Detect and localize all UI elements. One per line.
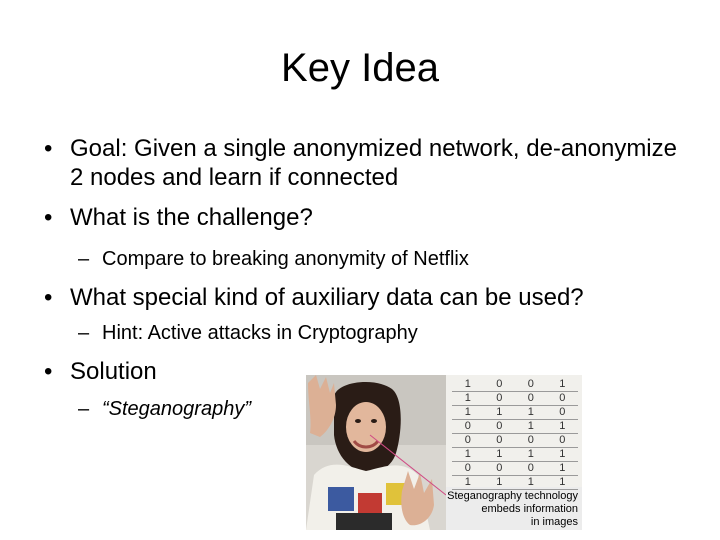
slide-title: Key Idea — [281, 46, 439, 90]
grid-cell: 1 — [515, 420, 547, 434]
bullet-text: What is the challenge? — [70, 204, 313, 231]
grid-row — [452, 462, 578, 476]
grid-cell: 0 — [547, 434, 579, 448]
grid-row — [452, 378, 578, 392]
bullet-text: Solution — [70, 358, 157, 385]
grid-cell: 0 — [515, 462, 547, 476]
grid-cell: 1 — [547, 476, 579, 490]
bullet-text: What special kind of auxiliary data can be used? — [70, 284, 584, 311]
grid-cell: 1 — [547, 420, 579, 434]
caption-line: in images — [530, 516, 578, 528]
grid-cell: 1 — [452, 448, 484, 462]
grid-cell: 1 — [452, 476, 484, 490]
grid-cell: 1 — [547, 448, 579, 462]
grid-row — [452, 434, 578, 448]
grid-cell: 0 — [484, 420, 516, 434]
grid-cell: 0 — [515, 434, 547, 448]
grid-row — [452, 392, 578, 406]
grid-cell: 0 — [515, 392, 547, 406]
grid-cell: 1 — [452, 378, 484, 392]
grid-cell: 0 — [452, 420, 484, 434]
grid-cell: 1 — [515, 476, 547, 490]
binary-grid — [446, 375, 582, 487]
bullet-marker: • — [44, 284, 53, 311]
grid-cell: 1 — [515, 448, 547, 462]
grid-cell: 0 — [547, 406, 579, 420]
grid-cell: 0 — [484, 392, 516, 406]
bullet-marker: • — [44, 135, 53, 162]
grid-cell: 1 — [484, 448, 516, 462]
subbullet-text: “Steganography” — [102, 398, 251, 420]
subbullet-text: Hint: Active attacks in Cryptography — [102, 322, 418, 344]
grid-cell: 0 — [452, 462, 484, 476]
grid-cell: 0 — [484, 434, 516, 448]
subbullet-text: Compare to breaking anonymity of Netflix — [102, 248, 469, 270]
grid-row — [452, 476, 578, 490]
grid-row — [452, 448, 578, 462]
steganography-figure — [306, 375, 582, 530]
grid-cell: 0 — [484, 462, 516, 476]
subbullet-marker: – — [78, 248, 90, 270]
caption-line: Steganography technology — [447, 490, 578, 502]
grid-cell: 0 — [515, 378, 547, 392]
bullet-text: Goal: Given a single anonymized network, de-anonymize 2 nodes and learn if connected — [70, 135, 677, 191]
grid-cell: 1 — [547, 378, 579, 392]
grid-cell: 1 — [484, 406, 516, 420]
bullet-marker: • — [44, 204, 53, 231]
subbullet-marker: – — [78, 322, 90, 344]
grid-row — [452, 420, 578, 434]
subbullet-marker: – — [78, 398, 90, 420]
grid-row — [452, 406, 578, 420]
grid-cell: 0 — [547, 392, 579, 406]
grid-cell: 1 — [452, 392, 484, 406]
grid-cell: 0 — [452, 434, 484, 448]
figure-caption — [426, 490, 578, 529]
portrait-photo — [306, 375, 446, 530]
bullet-marker: • — [44, 358, 53, 385]
grid-cell: 1 — [452, 406, 484, 420]
binary-table — [452, 378, 578, 490]
grid-cell: 1 — [484, 476, 516, 490]
grid-cell: 1 — [515, 406, 547, 420]
grid-cell: 1 — [547, 462, 579, 476]
caption-line: embeds information — [481, 503, 578, 515]
grid-cell: 0 — [484, 378, 516, 392]
